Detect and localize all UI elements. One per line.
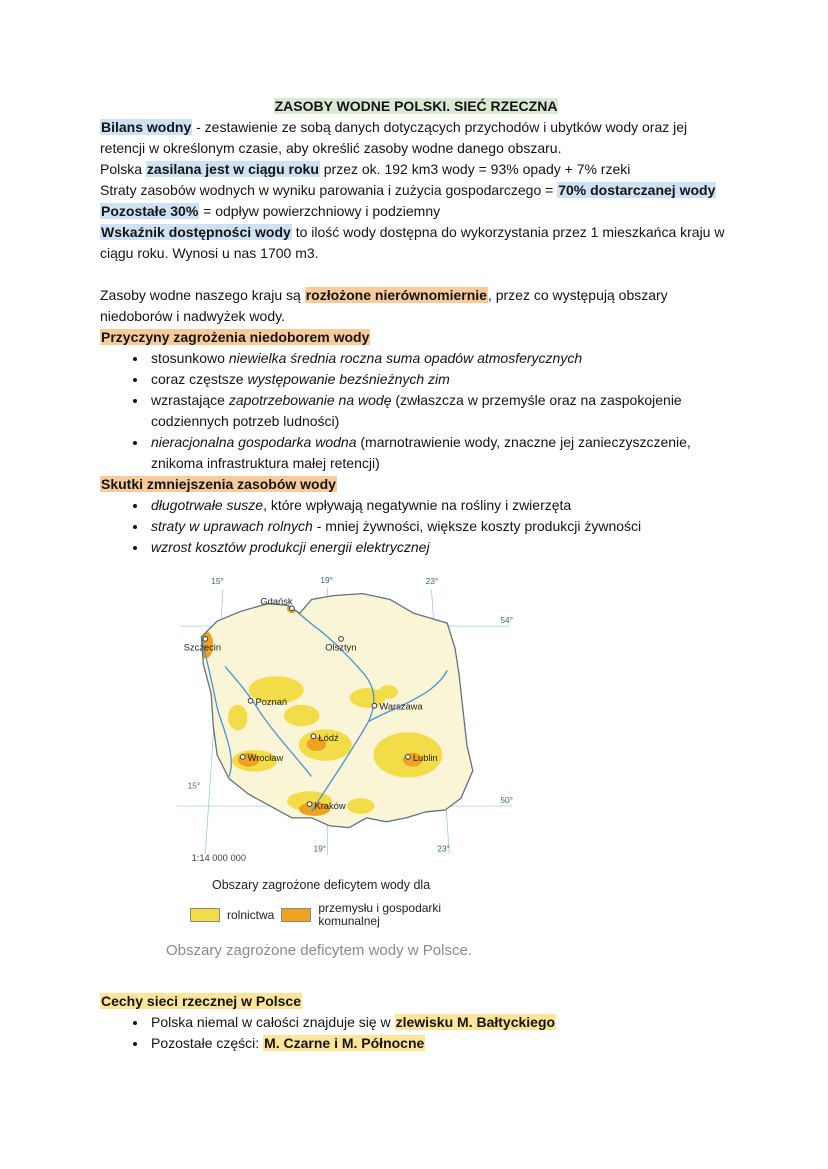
heading-effects <box>100 474 732 495</box>
city-label: Olsztyn <box>325 642 357 653</box>
heading-causes-text: Przyczyny zagrożenia niedoborem wody <box>101 329 370 345</box>
paragraph-text: Polska <box>100 161 146 177</box>
paragraph-text: Zasoby wodne naszego kraju są <box>100 287 305 303</box>
city-dot <box>248 698 253 703</box>
city-label: Lublin <box>412 752 438 763</box>
grid-label: 23° <box>437 843 451 854</box>
heading-river-network-text: Cechy sieci rzecznej w Polsce <box>101 993 301 1009</box>
term-zasilanie: zasilana jest w ciągu roku <box>146 161 319 177</box>
blank-line <box>100 264 732 285</box>
bullet-text-italic: niewielka średnia roczna suma opadów atmosferycznych <box>228 350 583 366</box>
city-label: Łódź <box>318 733 339 744</box>
legend-row <box>190 902 520 928</box>
heading-effects-text: Skutki zmniejszenia zasobów wody <box>101 476 336 492</box>
list-item <box>148 348 732 369</box>
term-nierownomiernie: rozłożone nierównomiernie <box>305 287 487 303</box>
term-bilans-wodny: Bilans wodny <box>101 119 192 135</box>
term-pozostale-30: Pozostałe 30% <box>101 203 199 219</box>
paragraph-text: , przez co występują obszary niedoborów i nadwyżek wody. <box>100 287 668 324</box>
legend-title: Obszary zagrożone deficytem wody dla <box>212 878 431 892</box>
paragraph-text: to ilość wody dostępna do wykorzystania przez 1 mieszkańca kraju w ciągu roku. Wynosi u nas 1700 m3. <box>100 224 725 261</box>
list-item <box>148 390 732 432</box>
city-dot <box>372 703 377 708</box>
bullet-text: Polska niemal w całości znajduje się w <box>151 1014 395 1030</box>
bullet-text: , które wpływają negatywnie na rośliny i zwierzęta <box>263 497 572 513</box>
bullet-text-italic: wzrost kosztów produkcji energii elektrycznej <box>151 539 430 555</box>
paragraph-water-supply <box>100 159 732 180</box>
heading-river-network <box>100 991 732 1012</box>
poland-deficit-map <box>166 572 520 867</box>
bullet-text: stosunkowo <box>151 350 229 366</box>
city-dot <box>307 802 312 807</box>
map-scale: 1:14 000 000 <box>191 853 247 864</box>
grid-label: 15° <box>187 780 201 791</box>
city-dot <box>339 637 344 642</box>
paragraph-water-balance <box>100 117 732 159</box>
list-item <box>148 495 732 516</box>
effects-list <box>100 495 732 558</box>
term-other-seas: M. Czarne i M. Północne <box>264 1035 425 1051</box>
city-label: Kraków <box>314 800 346 811</box>
legend-label-agriculture: rolnictwa <box>227 907 275 922</box>
grid-label: 23° <box>425 575 439 586</box>
bullet-text: (zwłaszcza w przemyśle oraz na zaspokojenie codziennych potrzeb ludności) <box>151 392 682 429</box>
paragraph-text: Straty zasobów wodnych w wyniku parowania i zużycia gospodarczego = <box>100 182 558 198</box>
city-label: Wrocław <box>247 752 284 763</box>
term-wskaznik: Wskaźnik dostępności wody <box>101 224 291 240</box>
causes-list <box>100 348 732 474</box>
grid-label: 54° <box>500 615 513 626</box>
bullet-text: - mniej żywności, większe koszty produkcji żywności <box>312 518 642 534</box>
grid-label: 19° <box>313 843 327 854</box>
city-dot <box>290 606 295 611</box>
grid-label: 19° <box>320 574 334 585</box>
city-dot <box>311 734 316 739</box>
map-caption: Obszary zagrożone deficytem wody w Polsce. <box>166 942 472 959</box>
bullet-text-italic: zapotrzebowanie na wodę <box>228 392 392 408</box>
grid-label: 50° <box>500 795 513 806</box>
bullet-text: coraz częstsze <box>151 371 248 387</box>
city-dot <box>406 755 411 760</box>
bullet-text-italic: długotrwałe susze <box>151 497 264 513</box>
page-title-text: ZASOBY WODNE POLSKI. SIEĆ RZECZNA <box>274 98 558 114</box>
paragraph-water-losses <box>100 180 732 201</box>
term-zlewisko-baltyk: zlewisku M. Bałtyckiego <box>395 1014 556 1030</box>
bullet-text-italic: straty w uprawach rolnych <box>151 518 313 534</box>
map-figure <box>166 572 520 961</box>
bullet-text-italic: występowanie bezśnieżnych zim <box>247 371 450 387</box>
city-label: Warszawa <box>379 701 423 712</box>
page-title <box>100 96 732 117</box>
list-item <box>148 516 732 537</box>
paragraph-text: - zestawienie ze sobą danych dotyczących przychodów i ubytków wody oraz jej retencji w określonym czasie, aby określić zasoby wodne danego obszaru. <box>100 119 688 156</box>
paragraph-text: = odpływ powierzchniowy i podziemny <box>199 203 441 219</box>
river-network-section <box>100 991 732 1054</box>
city-dot <box>240 755 245 760</box>
legend-label-industry: przemysłu i gospodarki komunalnej <box>318 901 442 928</box>
city-label: Poznań <box>255 696 288 707</box>
paragraph-availability-index <box>100 222 732 264</box>
list-item <box>148 1033 732 1054</box>
river-network-list <box>100 1012 732 1054</box>
term-70-procent: 70% dostarczanej wody <box>558 182 716 198</box>
bullet-text: (marnotrawienie wody, znaczne jej zanieczyszczenie, znikoma infrastruktura małej retencji) <box>151 434 691 471</box>
list-item <box>148 1012 732 1033</box>
list-item <box>148 369 732 390</box>
list-item <box>148 537 732 558</box>
city-label: Gdańsk <box>260 596 293 607</box>
bullet-text: Pozostałe części: <box>151 1035 264 1051</box>
legend-swatch-industry <box>281 908 311 922</box>
list-item <box>148 432 732 474</box>
paragraph-distribution <box>100 285 732 327</box>
legend-swatch-agriculture <box>190 908 220 922</box>
paragraph-text: przez ok. 192 km3 wody = 93% opady + 7% rzeki <box>319 161 631 177</box>
bullet-text: wzrastające <box>151 392 229 408</box>
map-legend <box>190 875 520 928</box>
paragraph-remaining-30 <box>100 201 732 222</box>
city-dot <box>203 637 208 642</box>
bullet-text-italic: nieracjonalna gospodarka wodna <box>151 434 357 450</box>
grid-label: 15° <box>211 575 224 586</box>
city-label: Szczecin <box>183 642 222 653</box>
heading-causes <box>100 327 732 348</box>
